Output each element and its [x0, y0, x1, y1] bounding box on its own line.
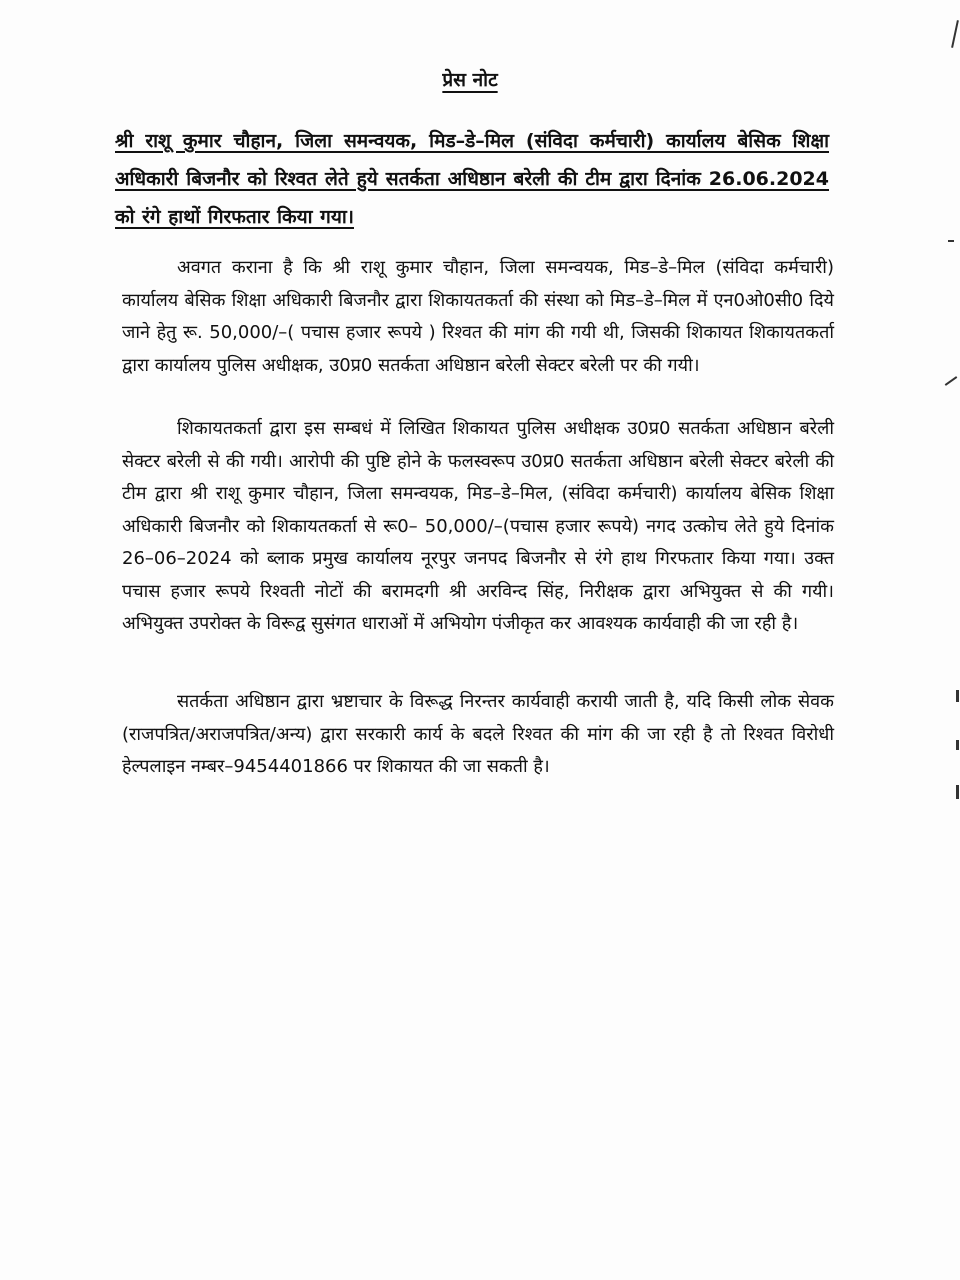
scan-edge-mark: [945, 376, 958, 386]
scan-edge-mark: [956, 690, 959, 702]
scan-edge-mark: [956, 785, 959, 799]
body-paragraph-2: शिकायतकर्ता द्वारा इस सम्बधं में लिखित शिकायत पुलिस अधीक्षक उ0प्र0 सतर्कता अधिष्ठान बरेली सेक्टर बरेली से की गयी। आरोपी की पुष्टि होने के फलस्वरूप उ0प्र0 सतर्कता अधिष्ठान बरेली सेक्टर बरेली की टीम द्वारा श्री राशू कुमार चौहान, जिला समन्वयक, मिड–डे–मिल, (संविदा कर्मचारी) कार्यालय बेसिक शिक्षा अधिकारी बिजनौर को शिकायतकर्ता से रू0– 50,000/–(पचास हजार रूपये) नगद उत्कोच लेते हुये दिनांक 26–06–2024 को ब्लाक प्रमुख कार्यालय नूरपुर जनपद बिजनौर से रंगे हाथ गिरफतार किया गया। उक्त पचास हजार रूपये रिश्वती नोटों की बरामदगी श्री अरविन्द सिंह, निरीक्षक द्वारा अभियुक्त से की गयी। अभियुक्त उपरोक्त के विरूद्व सुसंगत धाराओं में अभियोग पंजीकृत कर आवश्यक कार्यवाही की जा रही है।: [122, 418, 834, 634]
scan-edge-mark: [951, 20, 959, 48]
page-title: [0, 66, 940, 92]
body-paragraph-1: अवगत कराना है कि श्री राशू कुमार चौहान, जिला समन्वयक, मिड–डे–मिल (संविदा कर्मचारी) कार्यालय बेसिक शिक्षा अधिकारी बिजनौर द्वारा शिकायतकर्ता की संस्था को मिड–डे–मिल में एन0ओ0सी0 दिये जाने हेतु रू. 50,000/–( पचास हजार रूपये ) रिश्वत की मांग की गयी थी, जिसकी शिकायत शिकायतकर्ता द्वारा कार्यालय पुलिस अधीक्षक, उ0प्र0 सतर्कता अधिष्ठान बरेली सेक्टर बरेली पर की गयी।: [122, 257, 834, 376]
body-paragraph-3: सतर्कता अधिष्ठान द्वारा भ्रष्टाचार के विरूद्ध निरन्तर कार्यवाही करायी जाती है, यदि किसी लोक सेवक (राजपत्रित/अराजपत्रित/अन्य) द्वारा सरकारी कार्य के बदले रिश्वत की मांग की जा रही है तो रिश्वत विरोधी हेल्पलाइन नम्बर–9454401866 पर शिकायत की जा सकती है।: [122, 691, 834, 777]
scan-edge-mark: [956, 740, 959, 750]
scan-edge-mark: [948, 240, 954, 242]
subject-heading: श्री राशू कुमार चौहान, जिला समन्वयक, मिड–डे–मिल (संविदा कर्मचारी) कार्यालय बेसिक शिक्षा अधिकारी बिजनौर को रिश्वत लेते हुये सतर्कता अधिष्ठान बरेली की टीम द्वारा दिनांक 26.06.2024 को रंगे हाथों गिरफतार किया गया।: [115, 130, 829, 228]
page-title-text: प्रेस नोट: [442, 69, 498, 91]
